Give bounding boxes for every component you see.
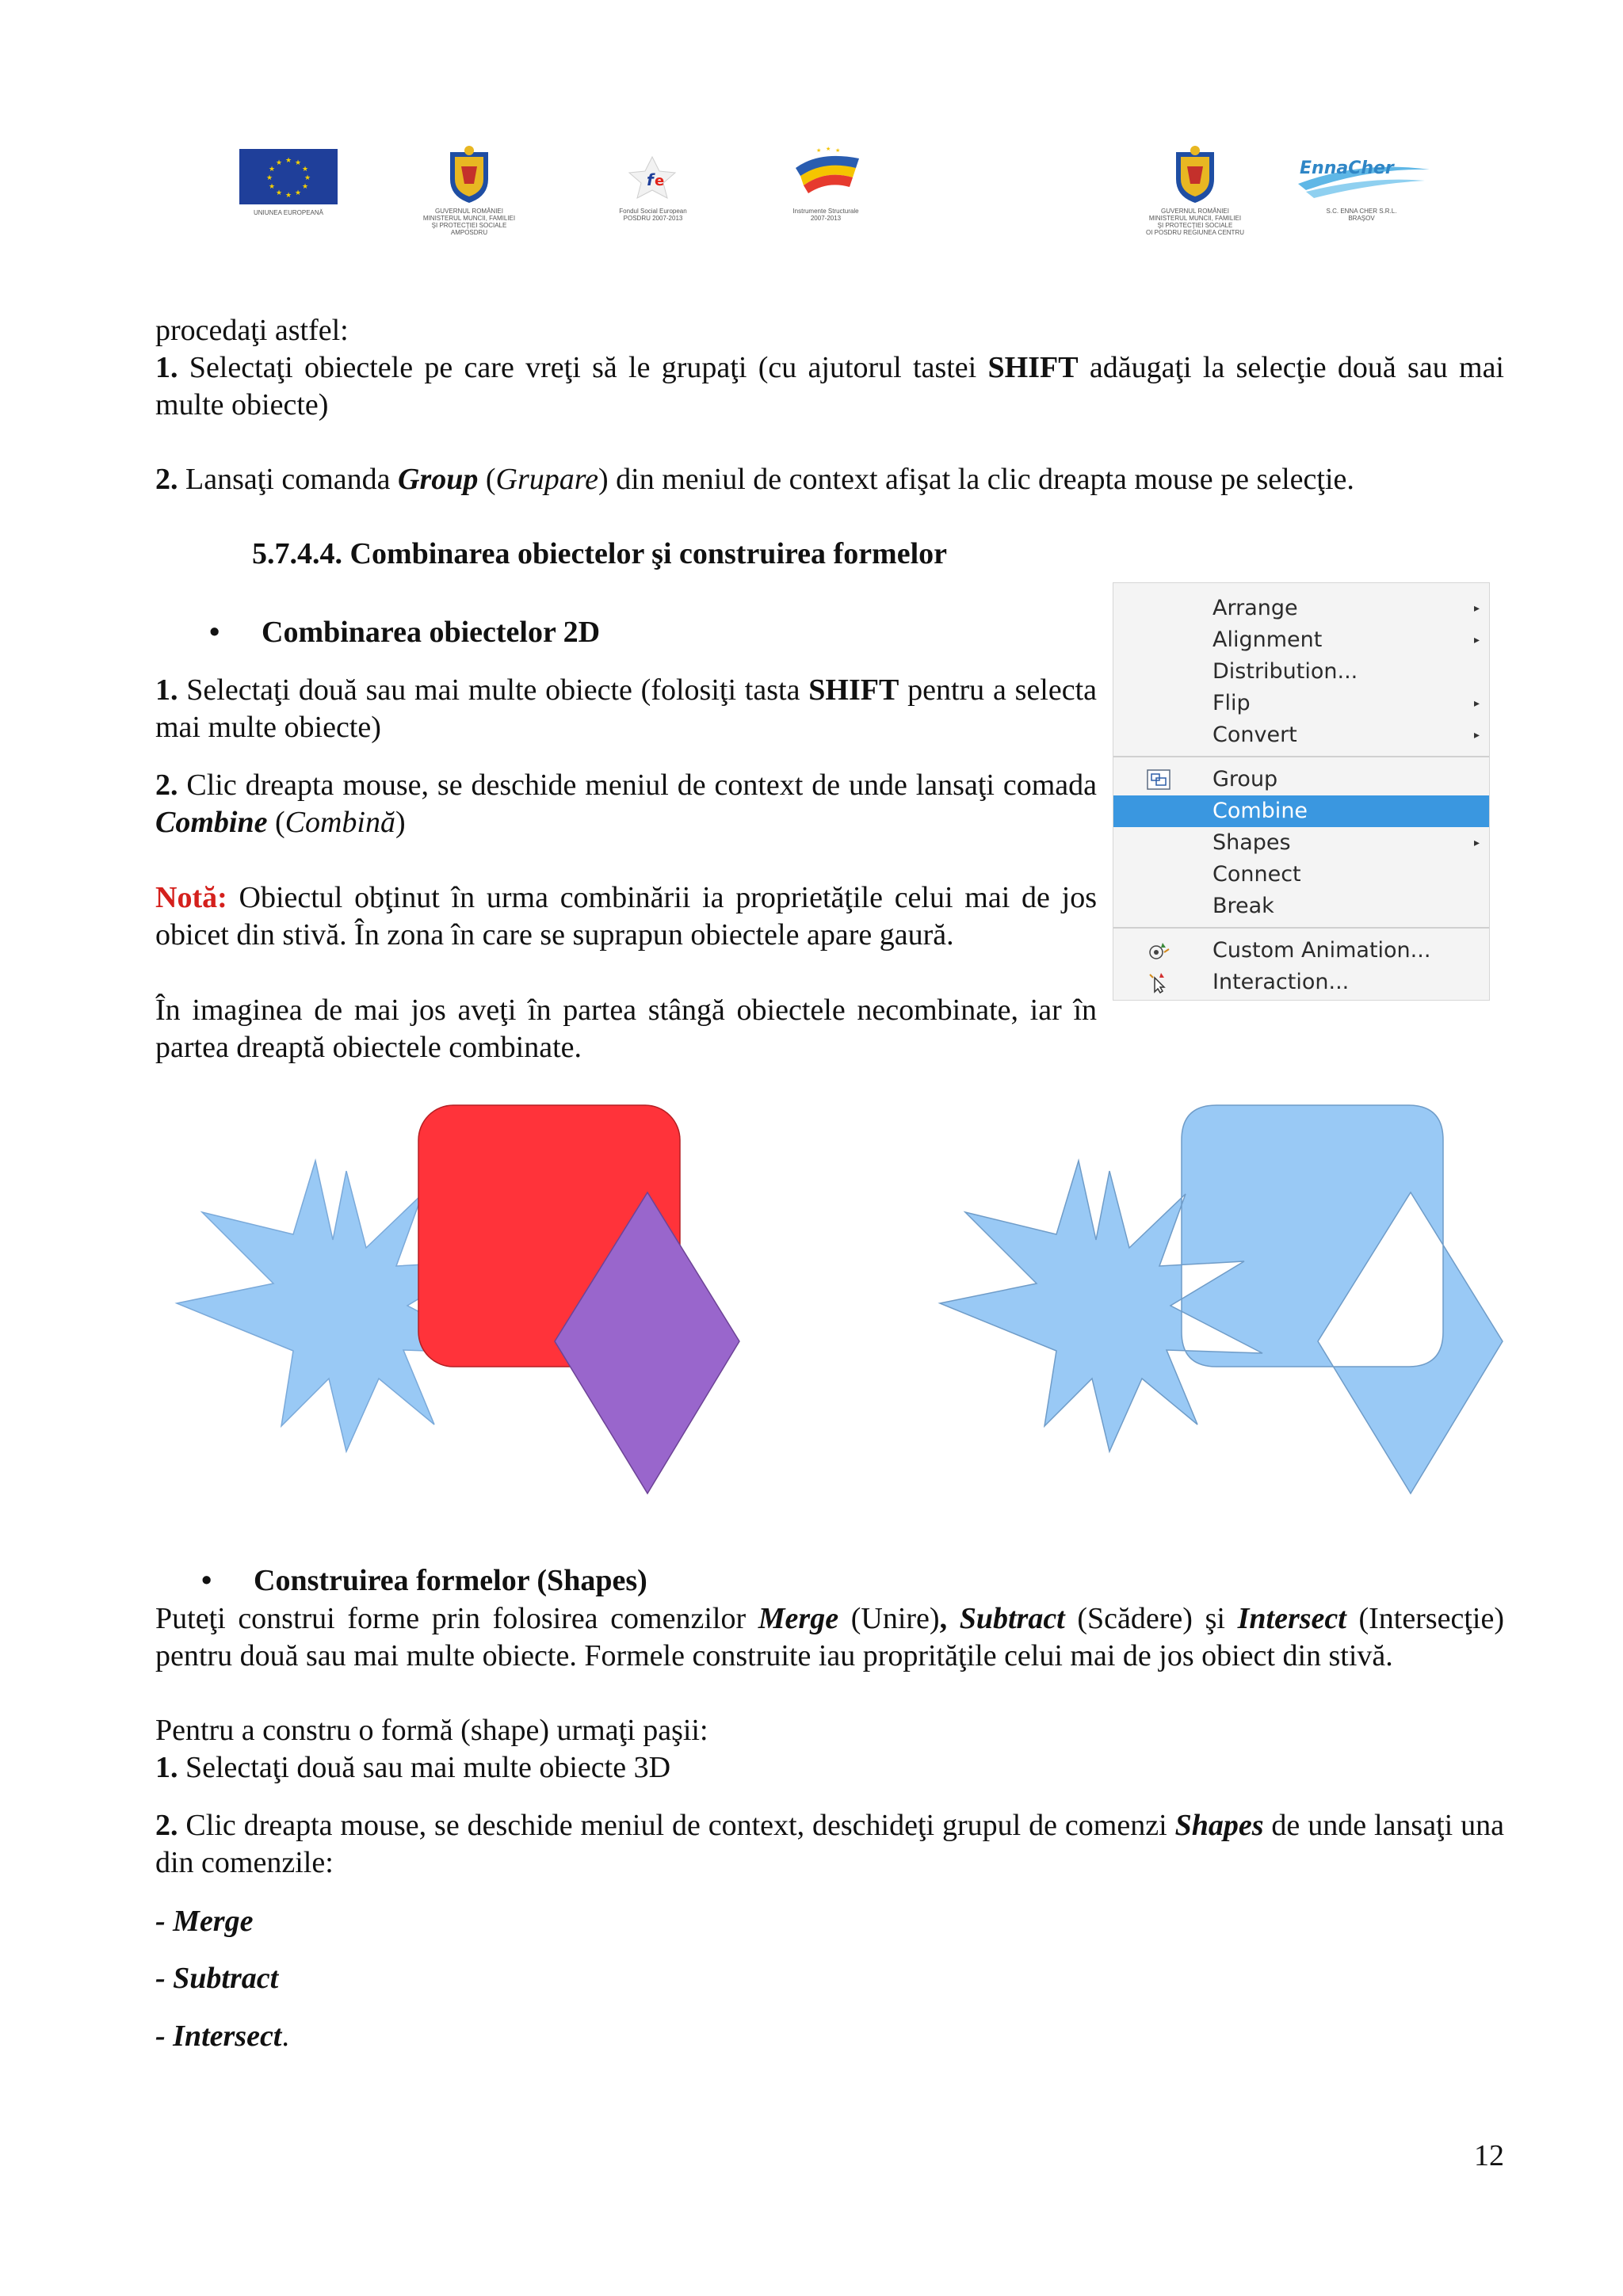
- command-merge: Merge: [758, 1602, 839, 1635]
- command-combina: Combină: [285, 806, 395, 839]
- step-text: Clic dreapta mouse, se deschide meniul de context, deschideţi grupul de comenzi: [178, 1809, 1175, 1842]
- list-item-end: .: [281, 2019, 289, 2053]
- menu-item-shapes[interactable]: [1113, 827, 1489, 859]
- step-text: Selectaţi două sau mai multe obiecte 3D: [178, 1751, 671, 1784]
- ennacher-logo: [1290, 152, 1433, 201]
- command-group: Group: [398, 463, 479, 496]
- menu-item-flip[interactable]: [1113, 688, 1489, 719]
- menu-item-label: Interaction...: [1212, 970, 1350, 994]
- structural-instruments-logo: [785, 144, 867, 201]
- bullet-label: Combinarea obiectelor 2D: [262, 616, 601, 649]
- step-number: 2.: [155, 769, 178, 802]
- svg-text:★: ★: [268, 166, 276, 174]
- shapes-step-2: [155, 1807, 1504, 1882]
- section-heading: 5.7.4.4. Combinarea obiectelor şi construirea formelor: [252, 537, 948, 570]
- combine-step-2: [155, 767, 1097, 841]
- menu-item-label: Arrange: [1212, 596, 1298, 620]
- menu-item-interaction[interactable]: [1113, 967, 1489, 998]
- command-shapes: Shapes: [1174, 1809, 1264, 1842]
- step-text: pentru a selecta mai multe obiecte): [155, 673, 1098, 744]
- step-text: adăugaţi la selecţie două sau mai multe obiecte): [155, 351, 1504, 421]
- eu-flag-caption: UNIUNEA EUROPEANĂ: [253, 209, 324, 216]
- bullet-dot: •: [201, 1564, 212, 1597]
- shapes-text: (Intersecţie) pentru două sau mai multe obiecte. Formele construite iau proprităţile celui mai de jos obiect din stivă.: [155, 1602, 1504, 1672]
- command-combine: Combine: [155, 806, 268, 839]
- list-item-merge: - Merge: [155, 1905, 254, 1938]
- intro-step-1: [155, 349, 1504, 424]
- menu-item-label: Convert: [1212, 723, 1297, 747]
- list-item-intersect: [155, 2018, 289, 2055]
- bullet-shapes: [201, 1562, 647, 1600]
- group-icon: [1147, 769, 1170, 791]
- step-number: 1.: [155, 673, 178, 707]
- shapes-intro: [155, 1600, 1504, 1675]
- svg-text:★: ★: [304, 174, 311, 182]
- bullet-label: Construirea formelor (Shapes): [254, 1564, 647, 1597]
- structural-instruments-caption: Instrumente Structurale 2007-2013: [792, 208, 859, 222]
- menu-item-label: Connect: [1212, 862, 1301, 887]
- note-text: Obiectul obţinut în urma combinării ia proprietăţile celui mai de jos obicet din stivă. În zona în care se suprapun obiectele apare gaură.: [155, 881, 1097, 952]
- intro-line: procedaţi astfel:: [155, 314, 349, 347]
- step-number: 1.: [155, 1751, 178, 1784]
- ennacher-caption: S.C. ENNA CHER S.R.L. BRAŞOV: [1326, 208, 1397, 222]
- page-number: 12: [1474, 2139, 1504, 2172]
- command-intersect: Intersect: [1237, 1602, 1346, 1635]
- bullet-dot: •: [209, 616, 220, 649]
- svg-text:★: ★: [294, 159, 302, 167]
- svg-text:e: e: [655, 173, 665, 189]
- menu-item-label: Combine: [1212, 799, 1308, 823]
- menu-separator: [1113, 927, 1489, 929]
- note-label: Notă:: [155, 881, 227, 914]
- svg-text:★: ★: [294, 189, 302, 197]
- submenu-arrow-icon: ▸: [1473, 837, 1480, 849]
- list-item-subtract: - Subtract: [155, 1962, 279, 1995]
- menu-item-label: Custom Animation...: [1212, 938, 1431, 963]
- image-caption: În imaginea de mai jos aveţi în partea stângă obiectele necombinate, iar în partea dreaptă obiectele combinate.: [155, 994, 1097, 1064]
- combined-shape: [940, 1105, 1503, 1493]
- context-menu: [1113, 582, 1490, 1001]
- eu-flag-icon: [239, 149, 338, 204]
- romania-coat-of-arms-2-logo: [1170, 144, 1220, 204]
- shapes-steps-intro: Pentru a constru o formă (shape) urmaţi paşii:: [155, 1714, 708, 1747]
- menu-item-custom-animation[interactable]: [1113, 935, 1489, 967]
- eu-flag-logo: [239, 149, 338, 204]
- menu-item-convert[interactable]: [1113, 719, 1489, 751]
- menu-item-arrange[interactable]: [1113, 593, 1489, 624]
- menu-item-break[interactable]: [1113, 891, 1489, 922]
- menu-item-label: Group: [1212, 767, 1278, 791]
- svg-text:★: ★: [265, 174, 273, 182]
- step-number: 2.: [155, 463, 178, 496]
- svg-text:★: ★: [285, 192, 292, 200]
- step-text: de unde lansaţi una din comenzile:: [155, 1809, 1504, 1879]
- menu-item-label: Flip: [1212, 691, 1251, 715]
- step-text: ) din meniul de context afişat la clic dreapta mouse pe selecţie.: [598, 463, 1354, 496]
- romania-coat-of-arms-logo: [444, 144, 495, 204]
- key-shift: SHIFT: [808, 673, 899, 707]
- menu-item-label: Distribution...: [1212, 659, 1358, 684]
- svg-text:★: ★: [285, 157, 292, 165]
- note-paragraph: [155, 879, 1097, 954]
- svg-text:★: ★: [275, 189, 283, 197]
- menu-item-distribution[interactable]: [1113, 656, 1489, 688]
- svg-text:★: ★: [275, 159, 283, 167]
- step-number: 1.: [155, 351, 178, 384]
- svg-text:★: ★: [835, 147, 841, 154]
- shapes-text: (Scădere) şi: [1064, 1602, 1238, 1635]
- coat-of-arms-icon: [444, 144, 495, 204]
- custom-animation-icon: [1147, 940, 1170, 962]
- key-shift: SHIFT: [987, 351, 1079, 384]
- step-text: ): [395, 806, 406, 839]
- step-text: Lansaţi comanda: [178, 463, 399, 496]
- svg-text:★: ★: [301, 166, 309, 174]
- menu-item-combine[interactable]: [1113, 795, 1489, 827]
- submenu-arrow-icon: ▸: [1473, 602, 1480, 615]
- menu-item-alignment[interactable]: [1113, 624, 1489, 656]
- svg-text:★: ★: [268, 183, 276, 191]
- step-text: Selectaţi obiectele pe care vreţi să le grupaţi (cu ajutorul tastei: [178, 351, 988, 384]
- step-number: 2.: [155, 1809, 178, 1842]
- fse-logo: [618, 155, 686, 200]
- svg-text:★: ★: [826, 146, 831, 152]
- menu-item-group[interactable]: [1113, 764, 1489, 795]
- coat-of-arms-icon-2: [1170, 144, 1220, 204]
- step-text: Selectaţi două sau mai multe obiecte (folosiţi tasta: [178, 673, 809, 707]
- list-item-label: - Intersect: [155, 2019, 282, 2053]
- command-subtract: Subtract: [959, 1602, 1065, 1635]
- intro-step-2: [155, 461, 1504, 498]
- step-text: (: [478, 463, 496, 496]
- menu-item-label: Shapes: [1212, 830, 1291, 855]
- step-text: (: [267, 806, 285, 839]
- romania-coat-of-arms-caption: GUVERNUL ROMÂNIEI MINISTERUL MUNCII, FAMILIEI ŞI PROTECŢIEI SOCIALE AMPOSDRU: [422, 208, 516, 236]
- interaction-icon: [1147, 971, 1170, 994]
- submenu-arrow-icon: ▸: [1473, 697, 1480, 710]
- bullet-combine-2d: [209, 614, 600, 651]
- submenu-arrow-icon: ▸: [1473, 729, 1480, 742]
- romania-coat-of-arms-2-caption: GUVERNUL ROMÂNIEI MINISTERUL MUNCII, FAMILIEI ŞI PROTECŢIEI SOCIALE OI POSDRU REGIUNEA CENTRU: [1145, 208, 1244, 236]
- combine-figure-svg: [158, 1101, 1506, 1513]
- menu-separator: [1113, 756, 1489, 757]
- menu-item-label: Alignment: [1212, 627, 1323, 652]
- structural-instruments-icon: [785, 144, 867, 201]
- command-grupare: Grupare: [495, 463, 599, 496]
- fse-star-icon: [618, 155, 686, 200]
- shapes-text: Puteţi construi forme prin folosirea comenzilor: [155, 1602, 758, 1635]
- combine-step-1: [155, 672, 1097, 746]
- svg-text:★: ★: [816, 147, 822, 154]
- step-text: Clic dreapta mouse, se deschide meniul de context de unde lansaţi comada: [178, 769, 1097, 802]
- svg-text:f: f: [647, 170, 654, 189]
- ennacher-logo-text: EnnaCher: [1300, 158, 1394, 178]
- uncombined-objects: [177, 1105, 739, 1493]
- submenu-arrow-icon: ▸: [1473, 634, 1480, 646]
- shapes-text: ,: [939, 1602, 960, 1635]
- menu-item-label: Break: [1212, 894, 1274, 918]
- combine-figure: [158, 1101, 1506, 1513]
- shapes-text: (Unire): [838, 1602, 940, 1635]
- menu-item-connect[interactable]: [1113, 859, 1489, 891]
- shapes-step-1: [155, 1749, 670, 1787]
- svg-text:★: ★: [301, 183, 309, 191]
- fse-caption: Fondul Social European POSDRU 2007-2013: [619, 208, 687, 222]
- combined-object: [940, 1105, 1503, 1493]
